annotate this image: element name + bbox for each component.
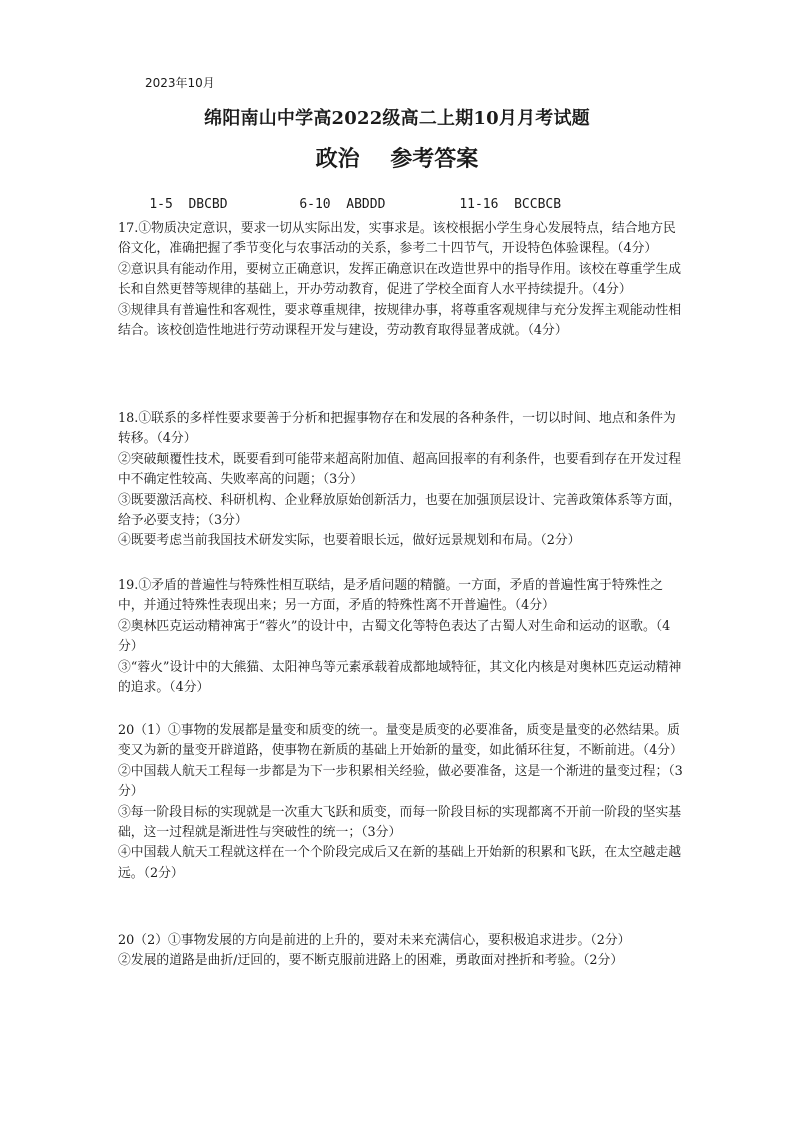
exam-date: 2023年10月 bbox=[145, 76, 215, 90]
answer-point: ②突破颠覆性技术，既要看到可能带来超高附加值、超高回报率的有利条件，也要看到存在开发过程中不确定性较高、失败率高的问题；（3分） bbox=[118, 451, 682, 488]
answer-point: ②发展的道路是曲折/迂回的，要不断克服前进路上的困难，勇敢面对挫折和考验。（2分） bbox=[118, 953, 624, 969]
mc-group-6-10: 6-10 ABDDD bbox=[299, 197, 386, 212]
answer-point: 18.①联系的多样性要求要善于分析和把握事物存在和发展的各种条件，一切以时间、地点和条件为转移。（4分） bbox=[118, 411, 676, 447]
answer-point: ②意识具有能动作用，要树立正确意识，发挥正确意识在改造世界中的指导作用。该校在尊重学生成长和自然更替等规律的基础上，开办劳动教育，促进了学校全面育人水平持续提升。（4分） bbox=[118, 261, 682, 298]
answer-point: ③既要激活高校、科研机构、企业释放原始创新活力，也要在加强顶层设计、完善政策体系等方面，给予必要支持；（3分） bbox=[118, 492, 682, 529]
answer-point: 17.①物质决定意识，要求一切从实际出发，实事求是。该校根据小学生身心发展特点，结合地方民俗文化，准确把握了季节变化与农事活动的关系，参考二十四节气，开设特色体验课程。（4分） bbox=[118, 221, 676, 257]
answer-point: 20（1）①事物的发展都是量变和质变的统一。量变是质变的必要准备，质变是量变的必然结果。质变又为新的量变开辟道路，使事物在新质的基础上开始新的量变，如此循环往复，不断前进。（4分） bbox=[118, 723, 683, 759]
answer-question-19 bbox=[118, 576, 688, 698]
answer-point: ④中国载人航天工程就这样在一个个阶段完成后又在新的基础上开始新的积累和飞跃，在太空越走越远。（2分） bbox=[118, 845, 682, 881]
subject-answer-title: 政治 参考答案 bbox=[315, 146, 479, 172]
answer-point: ③每一阶段目标的实现就是一次重大飞跃和质变，而每一阶段目标的实现都离不开前一阶段的坚实基础，这一过程就是渐进性与突破性的统一；（3分） bbox=[118, 804, 682, 841]
school-exam-title: 绵阳南山中学高2022级高二上期10月月考试题 bbox=[204, 108, 590, 129]
answer-point: ③规律具有普遍性和客观性，要求尊重规律，按规律办事，将尊重客观规律与充分发挥主观能动性相结合。该校创造性地进行劳动课程开发与建设，劳动教育取得显著成就。（4分） bbox=[118, 302, 682, 339]
answer-question-17 bbox=[118, 219, 688, 341]
answer-question-20-part-2 bbox=[118, 931, 688, 972]
answer-question-18 bbox=[118, 409, 688, 552]
answer-point: 19.①矛盾的普遍性与特殊性相互联结，是矛盾问题的精髓。一方面，矛盾的普遍性寓于特殊性之中，并通过特殊性表现出来；另一方面，矛盾的特殊性离不开普遍性。（4分） bbox=[118, 578, 664, 614]
mc-group-1-5: 1-5 DBCBD bbox=[149, 197, 228, 212]
answer-point: ④既要考虑当前我国技术研发实际，也要着眼长远，做好远景规划和布局。（2分） bbox=[118, 533, 581, 549]
mc-group-11-16: 11-16 BCCBCB bbox=[459, 197, 562, 212]
answer-point: 20（2）①事物发展的方向是前进的上升的，要对未来充满信心，要积极追求进步。（2分） bbox=[118, 933, 631, 948]
answer-point: ③“蓉火”设计中的大熊猫、太阳神鸟等元素承载着成都地域特征，其文化内核是对奥林匹克运动精神的追求。（4分） bbox=[118, 659, 682, 696]
answer-point: ②中国载人航天工程每一步都是为下一步积累相关经验，做必要准备，这是一个渐进的量变过程；（3分） bbox=[118, 763, 683, 800]
answer-point: ②奥林匹克运动精神寓于“蓉火”的设计中，古蜀文化等特色表达了古蜀人对生命和运动的讴歌。（4分） bbox=[118, 618, 671, 655]
answer-question-20-part-1 bbox=[118, 721, 688, 884]
